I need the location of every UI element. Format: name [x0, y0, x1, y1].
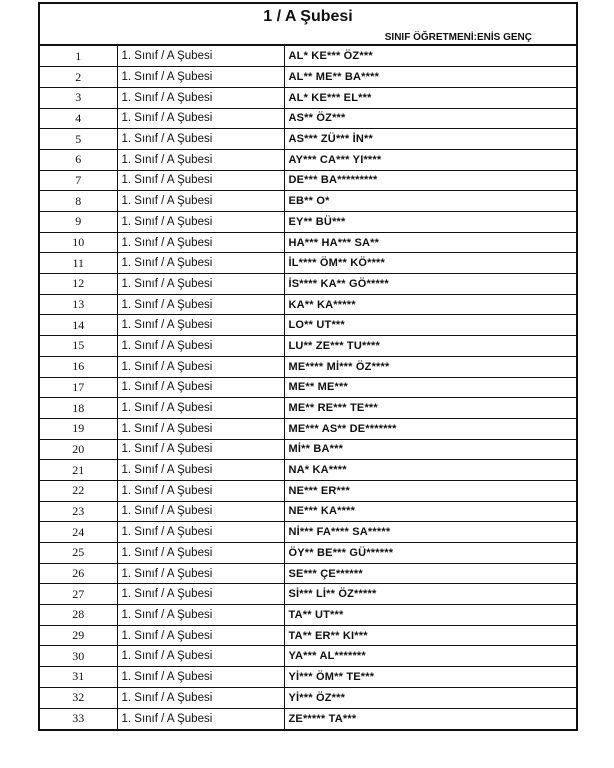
table-row — [40, 667, 576, 688]
class-cell: 1. Sınıf / A Şubesi — [117, 46, 284, 67]
class-cell: 1. Sınıf / A Şubesi — [117, 480, 284, 501]
row-number: 33 — [40, 708, 117, 729]
row-number: 10 — [40, 232, 117, 253]
class-cell: 1. Sınıf / A Şubesi — [117, 129, 284, 150]
student-name: LO** UT*** — [284, 315, 576, 336]
student-name: TA** UT*** — [284, 605, 576, 626]
page-title: 1 / A Şubesi — [263, 8, 353, 25]
class-cell: 1. Sınıf / A Şubesi — [117, 667, 284, 688]
table-row — [40, 294, 576, 315]
class-cell: 1. Sınıf / A Şubesi — [117, 191, 284, 212]
teacher-label: SINIF ÖĞRETMENİ:ENİS GENÇ — [384, 32, 532, 43]
table-row — [40, 232, 576, 253]
student-name: ÖY** BE*** GÜ****** — [284, 543, 576, 564]
table-row — [40, 708, 576, 729]
table-row — [40, 129, 576, 150]
student-name: TA** ER** KI*** — [284, 625, 576, 646]
table-row — [40, 87, 576, 108]
class-cell: 1. Sınıf / A Şubesi — [117, 315, 284, 336]
class-cell: 1. Sınıf / A Şubesi — [117, 584, 284, 605]
row-number: 29 — [40, 625, 117, 646]
student-name: NA* KA**** — [284, 460, 576, 481]
row-number: 14 — [40, 315, 117, 336]
class-cell: 1. Sınıf / A Şubesi — [117, 294, 284, 315]
row-number: 3 — [40, 87, 117, 108]
row-number: 25 — [40, 543, 117, 564]
row-number: 27 — [40, 584, 117, 605]
table-row — [40, 253, 576, 274]
table-row — [40, 480, 576, 501]
row-number: 17 — [40, 377, 117, 398]
row-number: 4 — [40, 108, 117, 129]
row-number: 16 — [40, 356, 117, 377]
row-number: 26 — [40, 563, 117, 584]
table-row — [40, 563, 576, 584]
class-cell: 1. Sınıf / A Şubesi — [117, 274, 284, 295]
class-cell: 1. Sınıf / A Şubesi — [117, 625, 284, 646]
class-cell: 1. Sınıf / A Şubesi — [117, 67, 284, 88]
class-cell: 1. Sınıf / A Şubesi — [117, 605, 284, 626]
table-row — [40, 46, 576, 67]
table-row — [40, 315, 576, 336]
row-number: 28 — [40, 605, 117, 626]
student-name: ME*** AS** DE******* — [284, 418, 576, 439]
row-number: 7 — [40, 170, 117, 191]
student-name: HA*** HA*** SA** — [284, 232, 576, 253]
student-name: ME** RE*** TE*** — [284, 398, 576, 419]
table-row — [40, 108, 576, 129]
student-name: Yİ*** ÖZ*** — [284, 687, 576, 708]
student-name: AS*** ZÜ*** İN** — [284, 129, 576, 150]
table-row — [40, 191, 576, 212]
row-number: 9 — [40, 212, 117, 233]
row-number: 13 — [40, 294, 117, 315]
row-number: 8 — [40, 191, 117, 212]
table-row — [40, 418, 576, 439]
class-cell: 1. Sınıf / A Şubesi — [117, 398, 284, 419]
row-number: 11 — [40, 253, 117, 274]
row-number: 5 — [40, 129, 117, 150]
student-name: İL**** ÖM** KÖ**** — [284, 253, 576, 274]
student-name: ZE***** TA*** — [288, 712, 357, 725]
row-number: 1 — [40, 46, 117, 67]
class-cell: 1. Sınıf / A Şubesi — [117, 418, 284, 439]
row-number: 23 — [40, 501, 117, 522]
class-cell: 1. Sınıf / A Şubesi — [117, 232, 284, 253]
student-name: EB** O* — [284, 191, 576, 212]
table-row — [40, 67, 576, 88]
student-name: AL** ME** BA**** — [284, 67, 576, 88]
class-cell: 1. Sınıf / A Şubesi — [117, 708, 284, 729]
table-row — [40, 149, 576, 170]
table-row — [40, 543, 576, 564]
class-cell: 1. Sınıf / A Şubesi — [117, 170, 284, 191]
row-number: 15 — [40, 336, 117, 357]
row-number: 12 — [40, 274, 117, 295]
table-row — [40, 356, 576, 377]
row-number: 18 — [40, 398, 117, 419]
student-name: ME**** Mİ*** ÖZ**** — [284, 356, 576, 377]
student-name: DE*** BA********* — [284, 170, 576, 191]
class-cell: 1. Sınıf / A Şubesi — [117, 543, 284, 564]
row-number: 20 — [40, 439, 117, 460]
row-number: 19 — [40, 418, 117, 439]
table-row — [40, 687, 576, 708]
class-cell: 1. Sınıf / A Şubesi — [117, 149, 284, 170]
row-number: 2 — [40, 67, 117, 88]
student-name: EY** BÜ*** — [284, 212, 576, 233]
row-number: 6 — [40, 149, 117, 170]
row-number: 31 — [40, 667, 117, 688]
class-list-sheet — [38, 2, 578, 731]
student-name: Sİ*** Lİ** ÖZ***** — [284, 584, 576, 605]
table-row — [40, 522, 576, 543]
row-number: 24 — [40, 522, 117, 543]
class-cell: 1. Sınıf / A Şubesi — [117, 439, 284, 460]
student-name: Mİ** BA*** — [284, 439, 576, 460]
student-name: ME** ME*** — [284, 377, 576, 398]
table-row — [40, 646, 576, 667]
table-row — [40, 605, 576, 626]
sheet-header — [40, 4, 576, 46]
class-cell: 1. Sınıf / A Şubesi — [117, 336, 284, 357]
student-name: Yİ*** ÖM** TE*** — [284, 667, 576, 688]
student-name: NE*** KA**** — [284, 501, 576, 522]
class-cell: 1. Sınıf / A Şubesi — [117, 356, 284, 377]
table-row — [40, 501, 576, 522]
class-cell: 1. Sınıf / A Şubesi — [117, 687, 284, 708]
table-row — [40, 274, 576, 295]
student-name: AL* KE*** EL*** — [284, 87, 576, 108]
table-row — [40, 460, 576, 481]
student-name: AY*** CA*** YI**** — [284, 149, 576, 170]
class-cell: 1. Sınıf / A Şubesi — [117, 563, 284, 584]
student-name: İS**** KA** GÖ***** — [284, 274, 576, 295]
table-row — [40, 212, 576, 233]
table-row — [40, 336, 576, 357]
student-name: NE*** ER*** — [284, 480, 576, 501]
class-cell: 1. Sınıf / A Şubesi — [117, 87, 284, 108]
row-number: 32 — [40, 687, 117, 708]
row-number: 30 — [40, 646, 117, 667]
student-name: Nİ*** FA**** SA***** — [284, 522, 576, 543]
table-row — [40, 584, 576, 605]
student-name: AS** ÖZ*** — [284, 108, 576, 129]
table-row — [40, 439, 576, 460]
class-cell: 1. Sınıf / A Şubesi — [117, 646, 284, 667]
class-cell: 1. Sınıf / A Şubesi — [117, 501, 284, 522]
class-cell: 1. Sınıf / A Şubesi — [117, 522, 284, 543]
class-cell: 1. Sınıf / A Şubesi — [117, 253, 284, 274]
student-name: LU** ZE*** TU**** — [284, 336, 576, 357]
table-row — [40, 170, 576, 191]
table-row — [40, 377, 576, 398]
student-name: YA*** AL******* — [284, 646, 576, 667]
class-cell: 1. Sınıf / A Şubesi — [117, 212, 284, 233]
row-number: 22 — [40, 480, 117, 501]
class-cell: 1. Sınıf / A Şubesi — [117, 108, 284, 129]
table-row — [40, 625, 576, 646]
student-name: SE*** ÇE****** — [284, 563, 576, 584]
student-table — [40, 46, 576, 729]
row-number: 21 — [40, 460, 117, 481]
student-name: KA** KA***** — [284, 294, 576, 315]
student-name: AL* KE*** ÖZ*** — [284, 46, 576, 67]
class-cell: 1. Sınıf / A Şubesi — [117, 377, 284, 398]
table-row — [40, 398, 576, 419]
class-cell: 1. Sınıf / A Şubesi — [117, 460, 284, 481]
